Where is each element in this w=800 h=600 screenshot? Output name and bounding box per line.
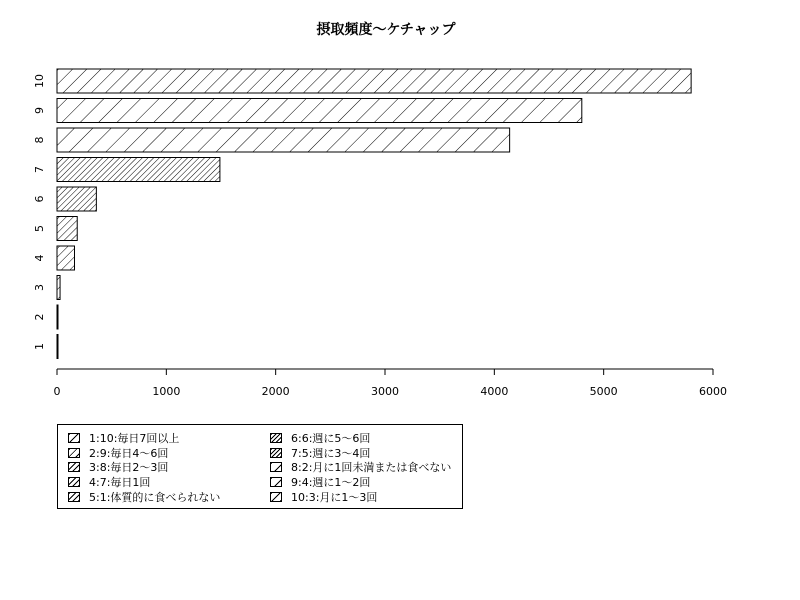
legend-item: [68, 446, 270, 461]
legend-item: [68, 431, 270, 446]
legend-item: [68, 489, 270, 504]
y-axis: [33, 74, 46, 350]
y-tick-label: 10: [33, 74, 46, 88]
legend-label: 6:6:週に5〜6回: [291, 432, 371, 446]
legend-item: [68, 460, 270, 475]
y-tick-label: 8: [33, 136, 46, 144]
bar-8: [57, 128, 510, 152]
bar-1: [57, 335, 58, 359]
legend-swatch: [270, 477, 282, 487]
legend-item: [270, 446, 470, 461]
legend-label: 5:1:体質的に食べられない: [89, 490, 221, 504]
y-tick-label: 4: [33, 254, 46, 262]
legend-swatch: [270, 492, 282, 502]
legend-swatch: [68, 462, 80, 472]
bar-7: [57, 158, 220, 182]
legend-label: 1:10:毎日7回以上: [89, 432, 180, 446]
bar-3: [57, 276, 60, 300]
legend-swatch: [68, 492, 80, 502]
y-tick-label: 7: [33, 166, 46, 173]
legend: [57, 424, 463, 509]
y-tick-label: 2: [33, 313, 46, 321]
x-tick-label: 0: [53, 385, 61, 398]
x-axis: [54, 369, 728, 398]
legend-grid: [68, 431, 470, 504]
legend-swatch: [270, 433, 282, 443]
y-tick-label: 3: [33, 284, 46, 291]
bar-4: [57, 246, 74, 270]
legend-item: [270, 475, 470, 490]
bar-10: [57, 69, 691, 93]
x-tick-label: 1000: [152, 385, 181, 398]
legend-label: 2:9:毎日4〜6回: [89, 446, 169, 460]
x-tick-label: 6000: [699, 385, 727, 398]
legend-label: 8:2:月に1回未満または食べない: [291, 461, 452, 475]
bars-group: [57, 69, 691, 359]
legend-item: [270, 460, 470, 475]
legend-swatch: [68, 448, 80, 458]
legend-label: 3:8:毎日2〜3回: [89, 461, 169, 475]
legend-item: [68, 475, 270, 490]
x-tick-label: 2000: [261, 385, 290, 398]
x-tick-label: 4000: [480, 385, 509, 398]
legend-swatch: [68, 433, 80, 443]
x-tick-label: 3000: [371, 385, 399, 398]
legend-label: 9:4:週に1〜2回: [291, 476, 371, 490]
y-tick-label: 9: [33, 107, 46, 114]
bar-9: [57, 99, 582, 123]
legend-label: 10:3:月に1〜3回: [291, 490, 378, 504]
bar-2: [57, 305, 58, 329]
bar-5: [57, 217, 77, 241]
legend-swatch: [270, 448, 282, 458]
legend-item: [270, 489, 470, 504]
y-tick-label: 5: [33, 225, 46, 232]
chart-title: 摂取頻度〜ケチャップ: [316, 22, 456, 38]
legend-item: [270, 431, 470, 446]
y-tick-label: 1: [33, 343, 46, 350]
y-tick-label: 6: [33, 195, 46, 203]
legend-label: 4:7:毎日1回: [89, 476, 151, 490]
x-tick-label: 5000: [589, 385, 618, 398]
bar-6: [57, 187, 96, 211]
legend-swatch: [68, 477, 80, 487]
legend-label: 7:5:週に3〜4回: [291, 446, 371, 460]
legend-swatch: [270, 462, 282, 472]
